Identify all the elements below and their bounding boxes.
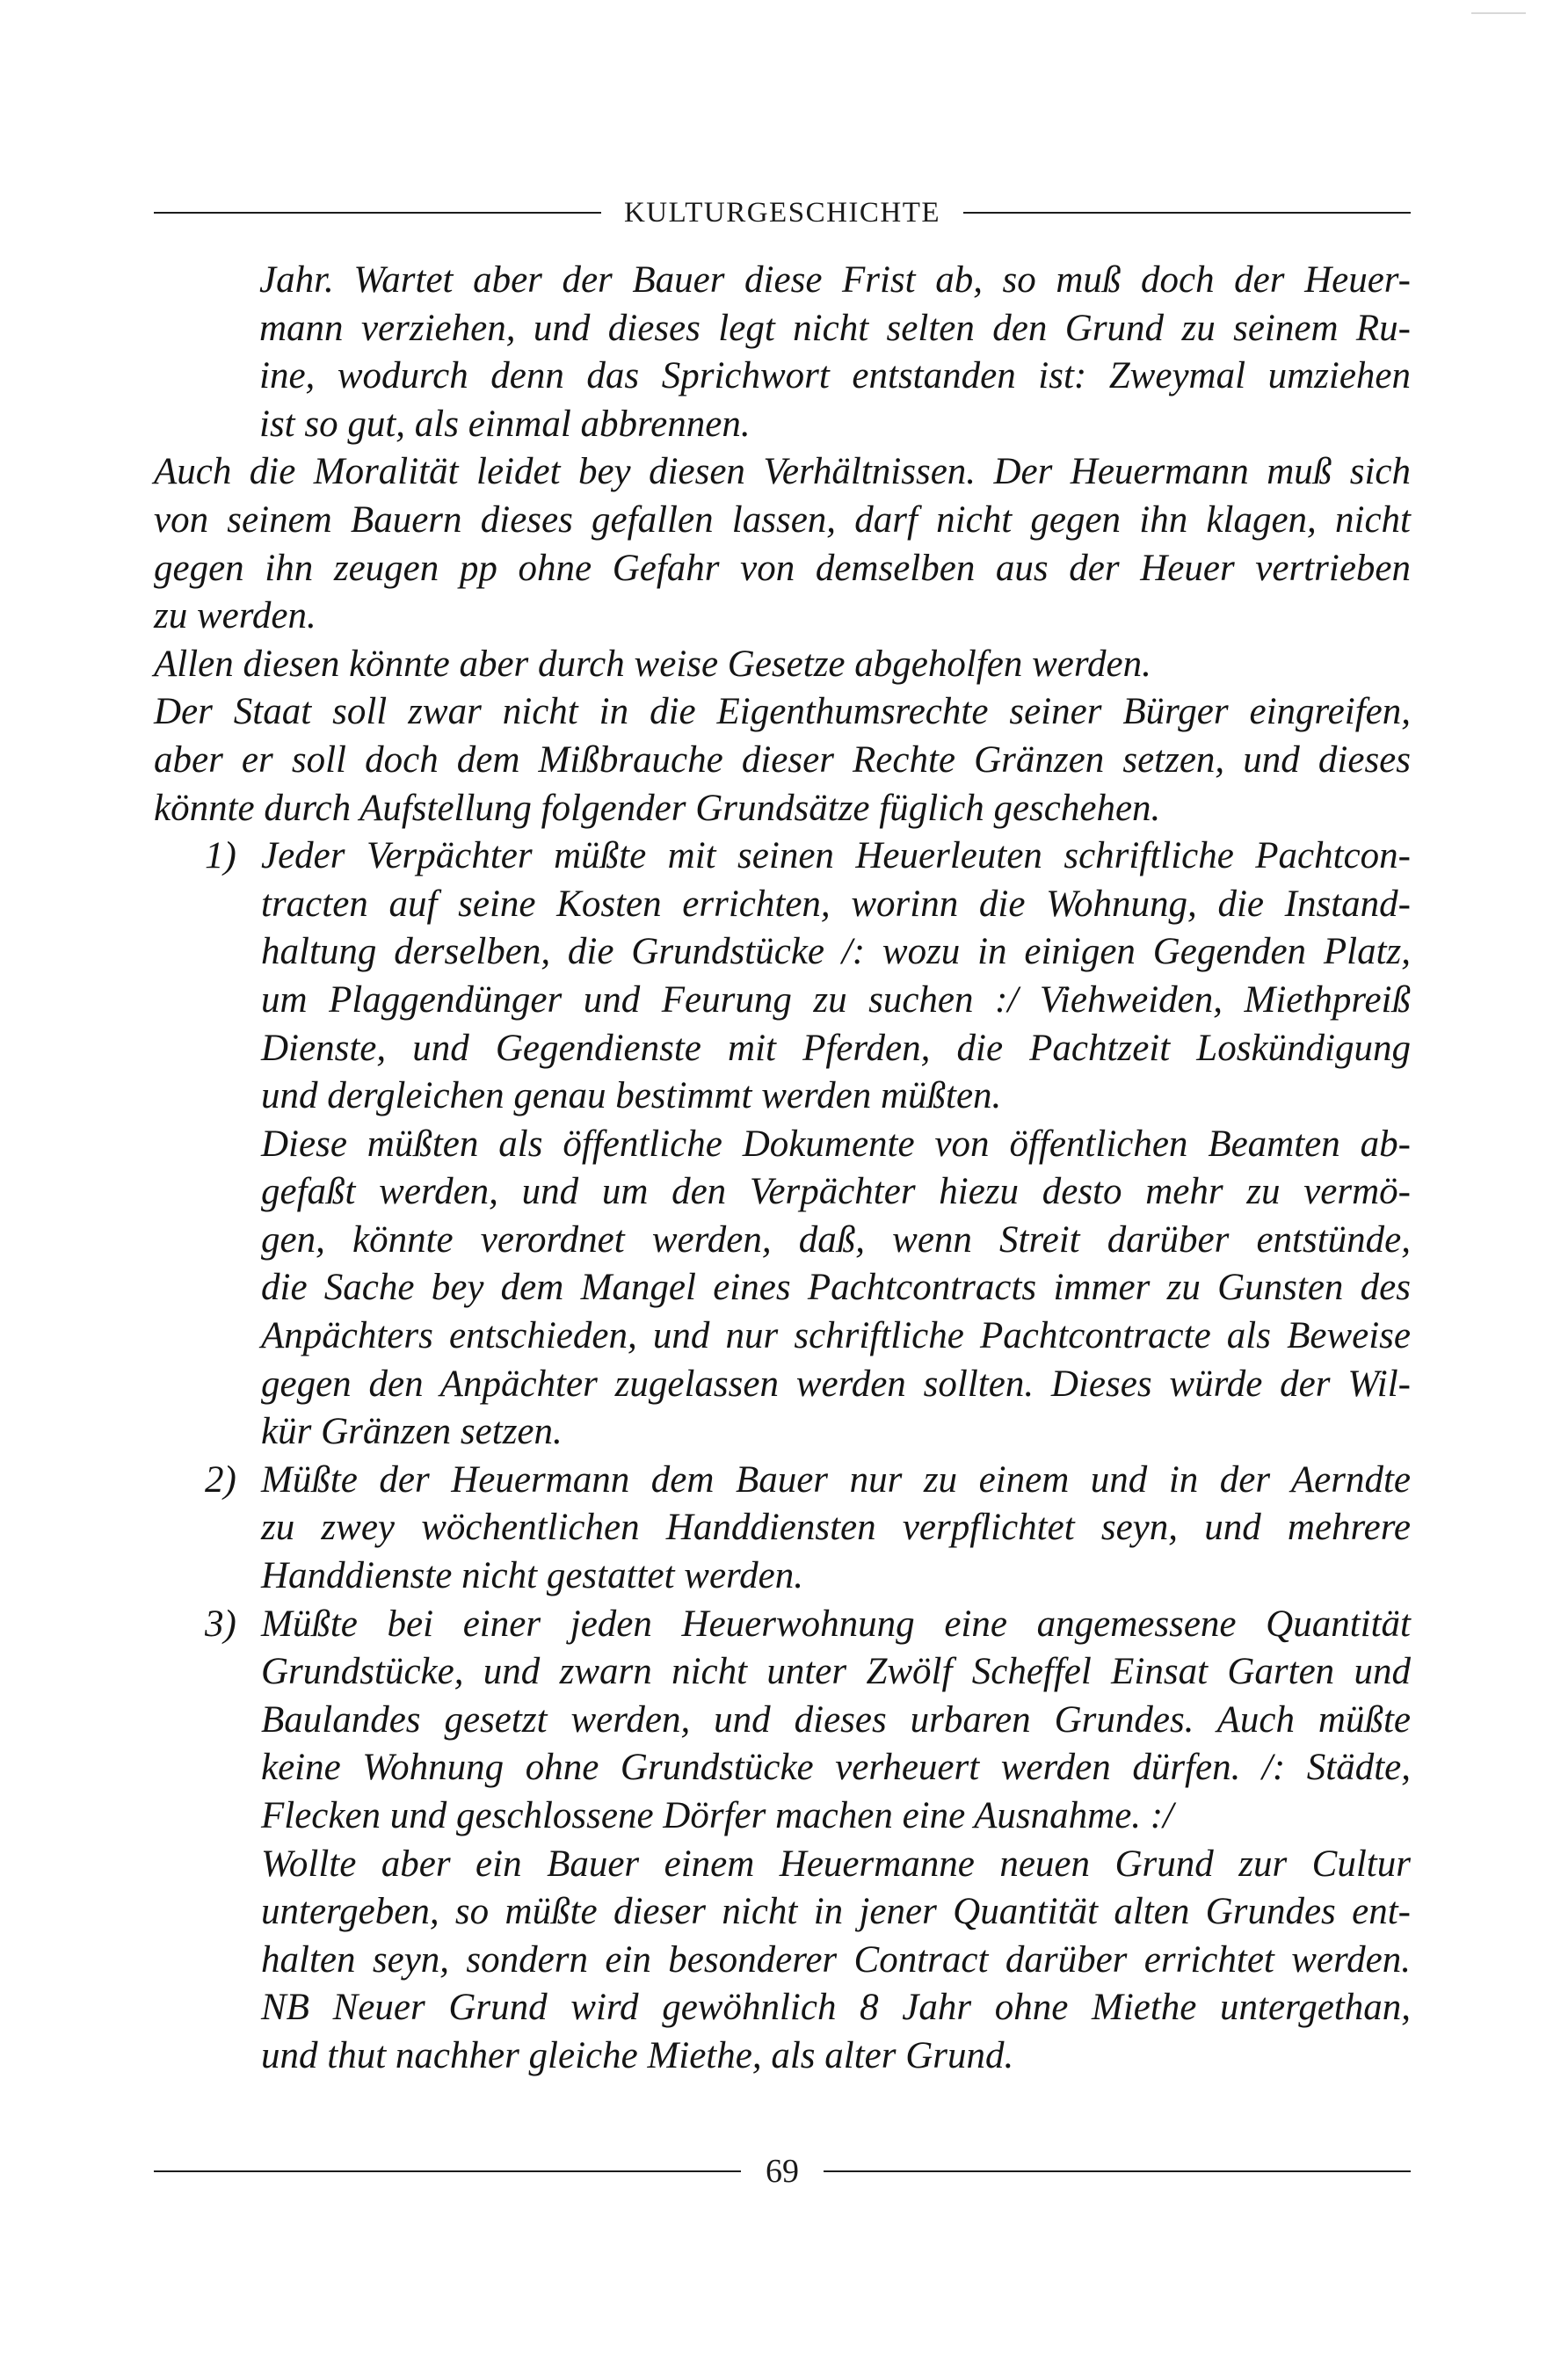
text-line: Handdienste nicht gestattet werden. xyxy=(261,1555,804,1597)
text-line: Müßte bei einer jeden Heuerwohnung eine angemessene Quantität xyxy=(261,1603,1411,1645)
text-line: Auch die Moralität leidet bey diesen Verhältnissen. Der Heuermann muß sich xyxy=(154,451,1411,493)
running-head-rule-left xyxy=(154,212,601,214)
page-footer xyxy=(154,2145,1411,2198)
text-line: und dergleichen genau bestimmt werden müßten. xyxy=(261,1075,1002,1117)
text-line: gen, könnte verordnet werden, daß, wenn Streit darüber entstünde, xyxy=(261,1218,1411,1261)
text-line: tracten auf seine Kosten errichten, worinn die Wohnung, die Instand- xyxy=(261,883,1411,925)
laws-paragraph xyxy=(154,641,1411,689)
state-paragraph xyxy=(154,688,1411,832)
list-item-number: 1) xyxy=(205,835,236,877)
footer-rule-left xyxy=(154,2170,741,2172)
text-line: Flecken und geschlossene Dörfer machen eine Ausnahme. :/ xyxy=(261,1795,1174,1836)
corner-mark xyxy=(1471,12,1526,14)
text-line: gegen den Anpächter zugelassen werden sollten. Dieses würde der Wil- xyxy=(261,1363,1411,1405)
list-item-3 xyxy=(154,1601,1411,2081)
text-line: Jahr. Wartet aber der Bauer diese Frist ab, so muß doch der Heuer- xyxy=(259,259,1411,301)
footer-rule-right xyxy=(824,2170,1411,2172)
text-line: gefaßt werden, und um den Verpächter hiezu desto mehr zu vermö- xyxy=(261,1171,1411,1213)
text-line: Müßte der Heuermann dem Bauer nur zu einem und in der Aerndte xyxy=(261,1458,1411,1501)
list-item-2 xyxy=(154,1457,1411,1601)
text-line: Allen diesen könnte aber durch weise Gesetze abgeholfen werden. xyxy=(154,643,1151,685)
text-line: von seinem Bauern dieses gefallen lassen, darf nicht gegen ihn klagen, nicht xyxy=(154,498,1411,541)
text-line: könnte durch Aufstellung folgender Grundsätze füglich geschehen. xyxy=(154,787,1161,829)
text-line: und thut nachher gleiche Miethe, als alter Grund. xyxy=(261,2034,1014,2076)
list-item-number: 2) xyxy=(205,1458,236,1501)
body-text xyxy=(154,257,1411,2081)
text-line: Dienste, und Gegendienste mit Pferden, die Pachtzeit Loskündigung xyxy=(261,1027,1411,1069)
text-line: gegen ihn zeugen pp ohne Gefahr von demselben aus der Heuer vertrieben xyxy=(154,547,1411,589)
text-line: aber er soll doch dem Mißbrauche dieser Rechte Gränzen setzen, und dieses xyxy=(154,738,1411,781)
text-line: Baulandes gesetzt werden, und dieses urbaren Grundes. Auch müßte xyxy=(261,1698,1411,1741)
text-line: Jeder Verpächter müßte mit seinen Heuerleuten schriftliche Pachtcon- xyxy=(261,835,1411,877)
intro-paragraph xyxy=(154,257,1411,448)
list-item-1 xyxy=(154,832,1411,1457)
text-line: um Plaggendünger und Feurung zu suchen :/ Viehweiden, Miethpreiß xyxy=(261,978,1411,1021)
page-number: 69 xyxy=(766,2153,799,2190)
morality-paragraph xyxy=(154,448,1411,640)
text-line: ist so gut, als einmal abbrennen. xyxy=(259,403,751,445)
text-line: NB Neuer Grund wird gewöhnlich 8 Jahr ohne Miethe untergethan, xyxy=(261,1987,1411,2029)
list-item-number: 3) xyxy=(205,1603,236,1645)
text-line: kür Gränzen setzen. xyxy=(261,1411,563,1453)
text-line: mann verziehen, und dieses legt nicht selten den Grund zu seinem Ru- xyxy=(259,307,1411,349)
text-line: Grundstücke, und zwarn nicht unter Zwölf Scheffel Einsat Garten und xyxy=(261,1651,1411,1693)
text-line: zu werden. xyxy=(154,595,316,637)
text-line: zu zwey wöchentlichen Handdiensten verpflichtet seyn, und mehrere xyxy=(261,1507,1411,1549)
text-line: ine, wodurch denn das Sprichwort entstanden ist: Zweymal umziehen xyxy=(259,355,1411,397)
text-line: Wollte aber ein Bauer einem Heuermanne neuen Grund zur Cultur xyxy=(261,1843,1411,1885)
running-head-title: KULTURGESCHICHTE xyxy=(623,196,941,229)
text-line: Der Staat soll zwar nicht in die Eigenthumsrechte seiner Bürger eingreifen, xyxy=(154,691,1411,733)
text-line: untergeben, so müßte dieser nicht in jener Quantität alten Grundes ent- xyxy=(261,1891,1411,1933)
running-head xyxy=(154,186,1411,239)
text-line: die Sache bey dem Mangel eines Pachtcontracts immer zu Gunsten des xyxy=(261,1267,1411,1309)
text-line: Diese müßten als öffentliche Dokumente von öffentlichen Beamten ab- xyxy=(261,1123,1411,1165)
text-line: keine Wohnung ohne Grundstücke verheuert werden dürfen. /: Städte, xyxy=(261,1747,1411,1789)
text-line: haltung derselben, die Grundstücke /: wozu in einigen Gegenden Platz, xyxy=(261,931,1411,973)
running-head-rule-right xyxy=(963,212,1411,214)
text-line: halten seyn, sondern ein besonderer Contract darüber errichtet werden. xyxy=(261,1938,1411,1981)
text-line: Anpächters entschieden, und nur schriftliche Pachtcontracte als Beweise xyxy=(261,1315,1411,1357)
